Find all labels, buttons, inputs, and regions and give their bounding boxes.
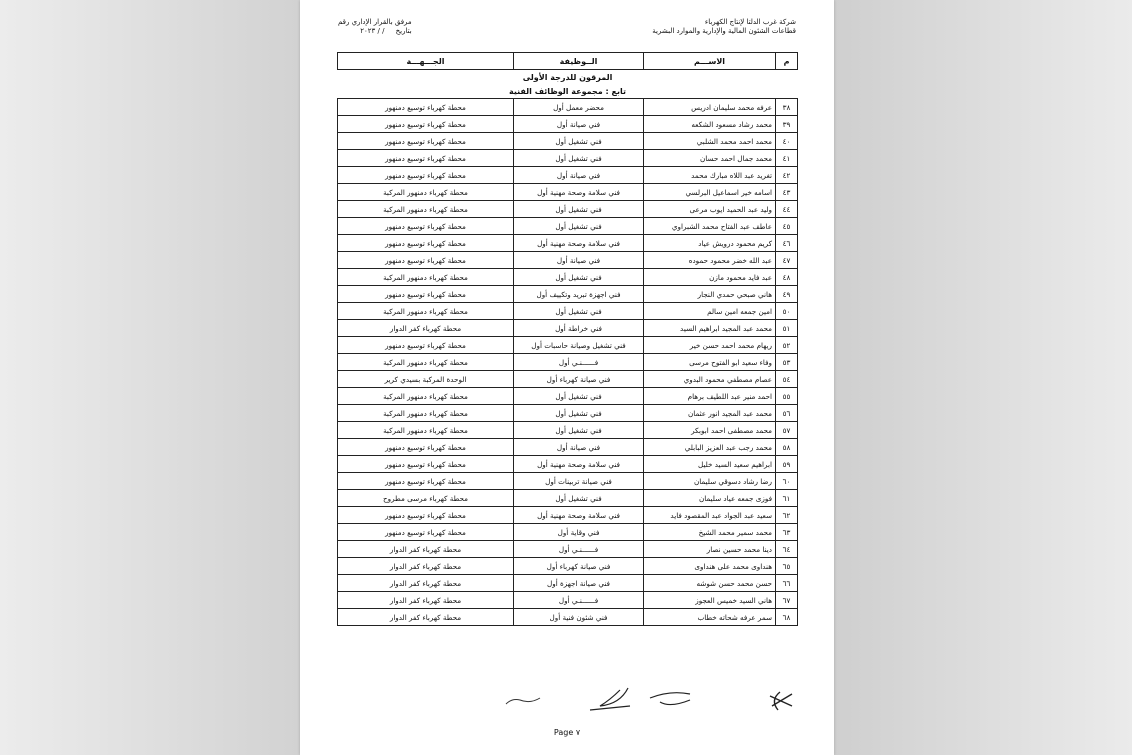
job-title: فــــــنـي أول	[514, 541, 644, 558]
table-row	[338, 575, 798, 592]
table-row	[338, 184, 798, 201]
employee-name: محمد رشاد مسعود الشكعه	[644, 116, 776, 133]
row-number: ٤٠	[776, 133, 798, 150]
employee-name: عصام مصطفي محمود البدوي	[644, 371, 776, 388]
signature-1	[770, 692, 792, 710]
employee-name: وليد عبد الحميد ايوب مرعى	[644, 201, 776, 218]
job-title: فني تشغيل أول	[514, 303, 644, 320]
department: محطة كهرباء توسيع دمنهور	[338, 473, 514, 490]
employee-name: عبد فايد محمود مازن	[644, 269, 776, 286]
row-number: ٦٥	[776, 558, 798, 575]
employee-name: احمد منير عبد اللطيف برهام	[644, 388, 776, 405]
job-title: فني صيانة أول	[514, 252, 644, 269]
group-title-row	[338, 84, 798, 99]
letterhead	[652, 18, 796, 36]
employee-name: ريهام محمد احمد حسن خير	[644, 337, 776, 354]
job-title: فني صيانة أول	[514, 439, 644, 456]
department: محطة كهرباء كفر الدوار	[338, 541, 514, 558]
row-number: ٦٨	[776, 609, 798, 626]
table-row	[338, 422, 798, 439]
date-line	[338, 27, 412, 36]
job-title: فــــــنـي أول	[514, 354, 644, 371]
employee-name: كريم محمود درويش عياد	[644, 235, 776, 252]
job-title: فني تشغيل أول	[514, 133, 644, 150]
table-row	[338, 116, 798, 133]
table-row	[338, 201, 798, 218]
employee-name: سعيد عبد الجواد عبد المقصود فايد	[644, 507, 776, 524]
department: محطة كهرباء توسيع دمنهور	[338, 439, 514, 456]
table-row	[338, 592, 798, 609]
table-row	[338, 303, 798, 320]
company-name: شركة غرب الدلتا لإنتاج الكهرباء	[704, 18, 796, 26]
employee-name: محمد عبد المجيد ابراهيم السيد	[644, 320, 776, 337]
employee-name: وفاء سعيد ابو الفتوح مرسى	[644, 354, 776, 371]
employee-name: سمر عرفه شحاته خطاب	[644, 609, 776, 626]
job-title: فني خراطة أول	[514, 320, 644, 337]
job-title: فني تشغيل أول	[514, 150, 644, 167]
department: محطة كهرباء توسيع دمنهور	[338, 167, 514, 184]
job-title: فني شئون فنية أول	[514, 609, 644, 626]
row-number: ٤٥	[776, 218, 798, 235]
document-page	[300, 0, 834, 755]
table-row	[338, 507, 798, 524]
job-title: فني اجهزة تبريد وتكييف أول	[514, 286, 644, 303]
column-header-dept: الجـــهـــة	[338, 53, 514, 70]
table-row	[338, 541, 798, 558]
table-row	[338, 609, 798, 626]
background-right	[834, 0, 1132, 755]
table-row	[338, 490, 798, 507]
department: محطة كهرباء دمنهور المركبة	[338, 354, 514, 371]
date-value: / / ٢٠٢٣	[360, 27, 385, 35]
employee-name: تغريد عبد اللاه مبارك محمد	[644, 167, 776, 184]
department: محطة كهرباء مرسى مطروح	[338, 490, 514, 507]
table-row	[338, 133, 798, 150]
table-row	[338, 524, 798, 541]
row-number: ٦١	[776, 490, 798, 507]
employees-table	[337, 52, 798, 626]
row-number: ٦٧	[776, 592, 798, 609]
department: محطة كهرباء توسيع دمنهور	[338, 218, 514, 235]
employee-name: هاني صبحي حمدي النجار	[644, 286, 776, 303]
table-row	[338, 371, 798, 388]
row-number: ٥٨	[776, 439, 798, 456]
table-row	[338, 558, 798, 575]
table-row	[338, 235, 798, 252]
department: محطة كهرباء توسيع دمنهور	[338, 116, 514, 133]
table-row	[338, 405, 798, 422]
background-left	[0, 0, 300, 755]
department: محطة كهرباء توسيع دمنهور	[338, 99, 514, 116]
job-title: فني تشغيل أول	[514, 218, 644, 235]
department: محطة كهرباء توسيع دمنهور	[338, 133, 514, 150]
department: محطة كهرباء كفر الدوار	[338, 320, 514, 337]
department: محطة كهرباء دمنهور المركبة	[338, 388, 514, 405]
row-number: ٥١	[776, 320, 798, 337]
row-number: ٥٢	[776, 337, 798, 354]
department: محطة كهرباء دمنهور المركبة	[338, 303, 514, 320]
employee-name: حسن محمد حسن شوشه	[644, 575, 776, 592]
column-header-name: الاســـم	[644, 53, 776, 70]
employee-name: عاطف عبد الفتاح محمد الشبراوي	[644, 218, 776, 235]
job-title: فني تشغيل وصيانة حاسبات أول	[514, 337, 644, 354]
table-row	[338, 252, 798, 269]
table-header-row	[338, 53, 798, 70]
job-title: فني تشغيل أول	[514, 201, 644, 218]
department: الوحدة المركبة بسيدي كرير	[338, 371, 514, 388]
table-row	[338, 320, 798, 337]
department: محطة كهرباء دمنهور المركبة	[338, 405, 514, 422]
attachment-label: مرفق بالقرار الإداري رقم	[338, 18, 412, 26]
row-number: ٤٢	[776, 167, 798, 184]
employee-name: محمد مصطفى احمد ابوبكر	[644, 422, 776, 439]
row-number: ٥٩	[776, 456, 798, 473]
row-number: ٤٦	[776, 235, 798, 252]
job-title: فني تشغيل أول	[514, 490, 644, 507]
date-label: بتاريخ	[395, 27, 412, 35]
row-number: ٥٧	[776, 422, 798, 439]
department: محطة كهرباء توسيع دمنهور	[338, 286, 514, 303]
job-title: فني صيانة تربينات أول	[514, 473, 644, 490]
employee-name: عرفه محمد سليمان ادريس	[644, 99, 776, 116]
row-number: ٥٣	[776, 354, 798, 371]
employee-name: محمد رجب عبد العزيز البابلي	[644, 439, 776, 456]
row-number: ٥٦	[776, 405, 798, 422]
row-number: ٦٦	[776, 575, 798, 592]
row-number: ٣٨	[776, 99, 798, 116]
department: محطة كهرباء دمنهور المركبة	[338, 201, 514, 218]
table-row	[338, 99, 798, 116]
employee-name: دينا محمد حسين نصار	[644, 541, 776, 558]
row-number: ٦٢	[776, 507, 798, 524]
table-row	[338, 337, 798, 354]
signature-3	[590, 688, 630, 710]
department: محطة كهرباء كفر الدوار	[338, 609, 514, 626]
table-row	[338, 218, 798, 235]
department: محطة كهرباء دمنهور المركبة	[338, 269, 514, 286]
page-number: Page ٧	[553, 728, 581, 737]
job-title: فني سلامة وصحة مهنية أول	[514, 184, 644, 201]
row-number: ٦٣	[776, 524, 798, 541]
job-title: فني تشغيل أول	[514, 405, 644, 422]
column-header-job: الــوظيفة	[514, 53, 644, 70]
department: محطة كهرباء توسيع دمنهور	[338, 456, 514, 473]
signature-4	[506, 698, 540, 704]
decision-reference	[338, 18, 412, 36]
signature-2	[650, 693, 690, 705]
row-number: ٤٨	[776, 269, 798, 286]
job-title: فني تشغيل أول	[514, 388, 644, 405]
row-number: ٣٩	[776, 116, 798, 133]
job-title: محضر معمل أول	[514, 99, 644, 116]
department: محطة كهرباء كفر الدوار	[338, 592, 514, 609]
table-row	[338, 269, 798, 286]
employee-name: فوزى جمعه عياد سليمان	[644, 490, 776, 507]
section-title: المرقون للدرجة الأولى	[522, 72, 613, 82]
job-title: فني صيانة أول	[514, 167, 644, 184]
table-row	[338, 286, 798, 303]
job-title: فني وقاية أول	[514, 524, 644, 541]
job-title: فني صيانة اجهزة أول	[514, 575, 644, 592]
row-number: ٥٠	[776, 303, 798, 320]
job-title: فني سلامة وصحة مهنية أول	[514, 456, 644, 473]
row-number: ٦٤	[776, 541, 798, 558]
department: محطة كهرباء توسيع دمنهور	[338, 524, 514, 541]
table-row	[338, 150, 798, 167]
job-title: فني سلامة وصحة مهنية أول	[514, 235, 644, 252]
department: محطة كهرباء توسيع دمنهور	[338, 337, 514, 354]
row-number: ٥٥	[776, 388, 798, 405]
department: محطة كهرباء توسيع دمنهور	[338, 235, 514, 252]
row-number: ٤١	[776, 150, 798, 167]
job-title: فني سلامة وصحة مهنية أول	[514, 507, 644, 524]
row-number: ٤٤	[776, 201, 798, 218]
column-header-no: م	[776, 53, 798, 70]
department: محطة كهرباء توسيع دمنهور	[338, 252, 514, 269]
department: محطة كهرباء دمنهور المركبة	[338, 184, 514, 201]
signatures	[470, 682, 800, 722]
job-title: فني صيانة كهرباء أول	[514, 371, 644, 388]
group-title: تابع : مجموعة الوظائف الفنية	[338, 84, 798, 99]
department: محطة كهرباء دمنهور المركبة	[338, 422, 514, 439]
row-number: ٤٣	[776, 184, 798, 201]
employee-name: محمد سمير محمد الشيخ	[644, 524, 776, 541]
table-row	[338, 167, 798, 184]
table-row	[338, 456, 798, 473]
row-number: ٦٠	[776, 473, 798, 490]
employee-name: محمد جمال احمد حسان	[644, 150, 776, 167]
employee-name: هاني السيد خميس العجوز	[644, 592, 776, 609]
employee-name: رضا رشاد دسوقي سليمان	[644, 473, 776, 490]
employee-name: اسامه خير اسماعيل البرلسي	[644, 184, 776, 201]
table-row	[338, 354, 798, 371]
row-number: ٤٩	[776, 286, 798, 303]
employee-name: محمد عبد المجيد انور عثمان	[644, 405, 776, 422]
section-title-row	[338, 70, 798, 85]
department: محطة كهرباء توسيع دمنهور	[338, 150, 514, 167]
row-number: ٥٤	[776, 371, 798, 388]
row-number: ٤٧	[776, 252, 798, 269]
department: محطة كهرباء توسيع دمنهور	[338, 507, 514, 524]
employee-name: هنداوى محمد على هنداوى	[644, 558, 776, 575]
employee-name: امين جمعه امين سالم	[644, 303, 776, 320]
division-name: قطاعات الشئون المالية والإدارية والموارد البشرية	[652, 27, 796, 35]
table-row	[338, 388, 798, 405]
department: محطة كهرباء كفر الدوار	[338, 558, 514, 575]
department: محطة كهرباء كفر الدوار	[338, 575, 514, 592]
table-row	[338, 473, 798, 490]
employee-name: ابراهيم سعيد السيد خليل	[644, 456, 776, 473]
job-title: فني صيانة كهرباء أول	[514, 558, 644, 575]
job-title: فني تشغيل أول	[514, 269, 644, 286]
employee-name: عبد الله خضر محمود حموده	[644, 252, 776, 269]
job-title: فــــــنـي أول	[514, 592, 644, 609]
job-title: فني صيانة أول	[514, 116, 644, 133]
employee-name: محمد احمد محمد الشلبي	[644, 133, 776, 150]
table-row	[338, 439, 798, 456]
job-title: فني تشغيل أول	[514, 422, 644, 439]
